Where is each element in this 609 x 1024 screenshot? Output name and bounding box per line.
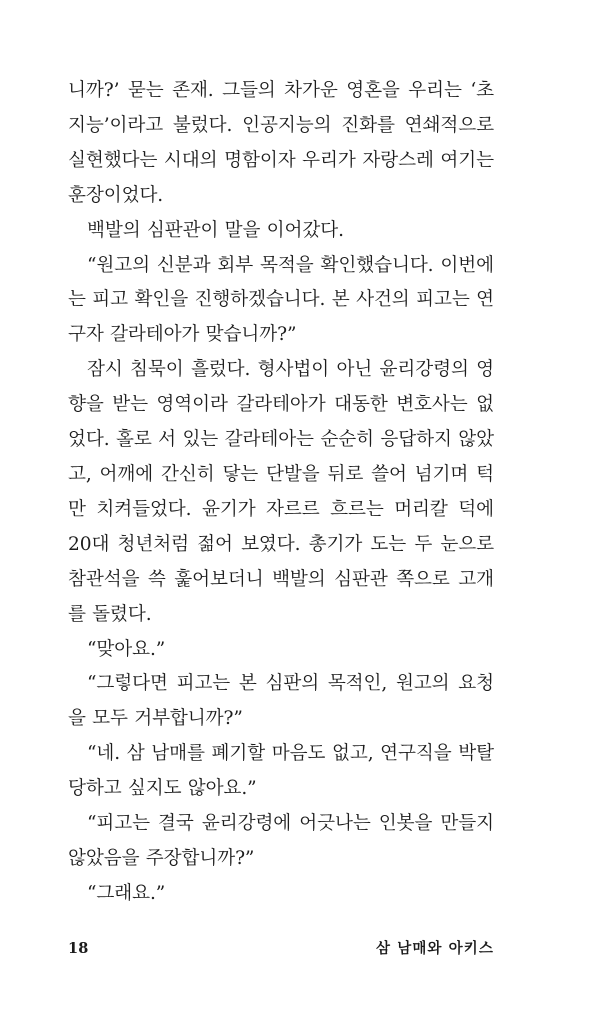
paragraph-continuation: 니까?’ 묻는 존재. 그들의 차가운 영혼을 우리는 ‘초지능’이라고 불렀다. 인공지능의 진화를 연쇄적으로 실현했다는 시대의 명함이자 우리가 자랑스레 여기는 훈장이었다.	[68, 80, 494, 206]
paragraph-narration: 백발의 심판관이 말을 이어갔다.	[87, 219, 344, 241]
running-title: 삼 남매와 아키스	[375, 940, 494, 957]
paragraph-dialogue: “네. 삼 남매를 폐기할 마음도 없고, 연구직을 박탈당하고 싶지도 않아요.”	[68, 743, 494, 800]
paragraph-dialogue: “피고는 결국 윤리강령에 어긋나는 인봇을 만들지 않았음을 주장합니까?”	[68, 813, 494, 869]
paragraph-dialogue: “그렇다면 피고는 본 심판의 목적인, 원고의 요청을 모두 거부합니까?”	[68, 673, 494, 730]
page-number: 18	[68, 940, 89, 957]
paragraph-dialogue: “원고의 신분과 회부 목적을 확인했습니다. 이번에는 피고 확인을 진행하겠습니다. 본 사건의 피고는 연구자 갈라테아가 맞습니까?”	[68, 254, 494, 346]
body-text-column	[68, 74, 494, 912]
page-footer	[68, 938, 494, 964]
paragraph-dialogue: “맞아요.”	[87, 638, 166, 660]
paragraph-dialogue: “그래요.”	[87, 882, 166, 904]
paragraph-narration: 잠시 침묵이 흘렀다. 형사법이 아닌 윤리강령의 영향을 받는 영역이라 갈라테아가 대동한 변호사는 없었다. 홀로 서 있는 갈라테아는 순순히 응답하지 않았고, 어깨에 간신히 닿는 단발을 뒤로 쓸어 넘기며 턱만 치켜들었다. 윤기가 자르르 흐르는 머리칼 덕에 20대 청년처럼 젊어 보였다. 총기가 도는 두 눈으로 참관석을 쓱 훑어보더니 백발의 심판관 쪽으로 고개를 돌렸다.	[68, 359, 494, 625]
